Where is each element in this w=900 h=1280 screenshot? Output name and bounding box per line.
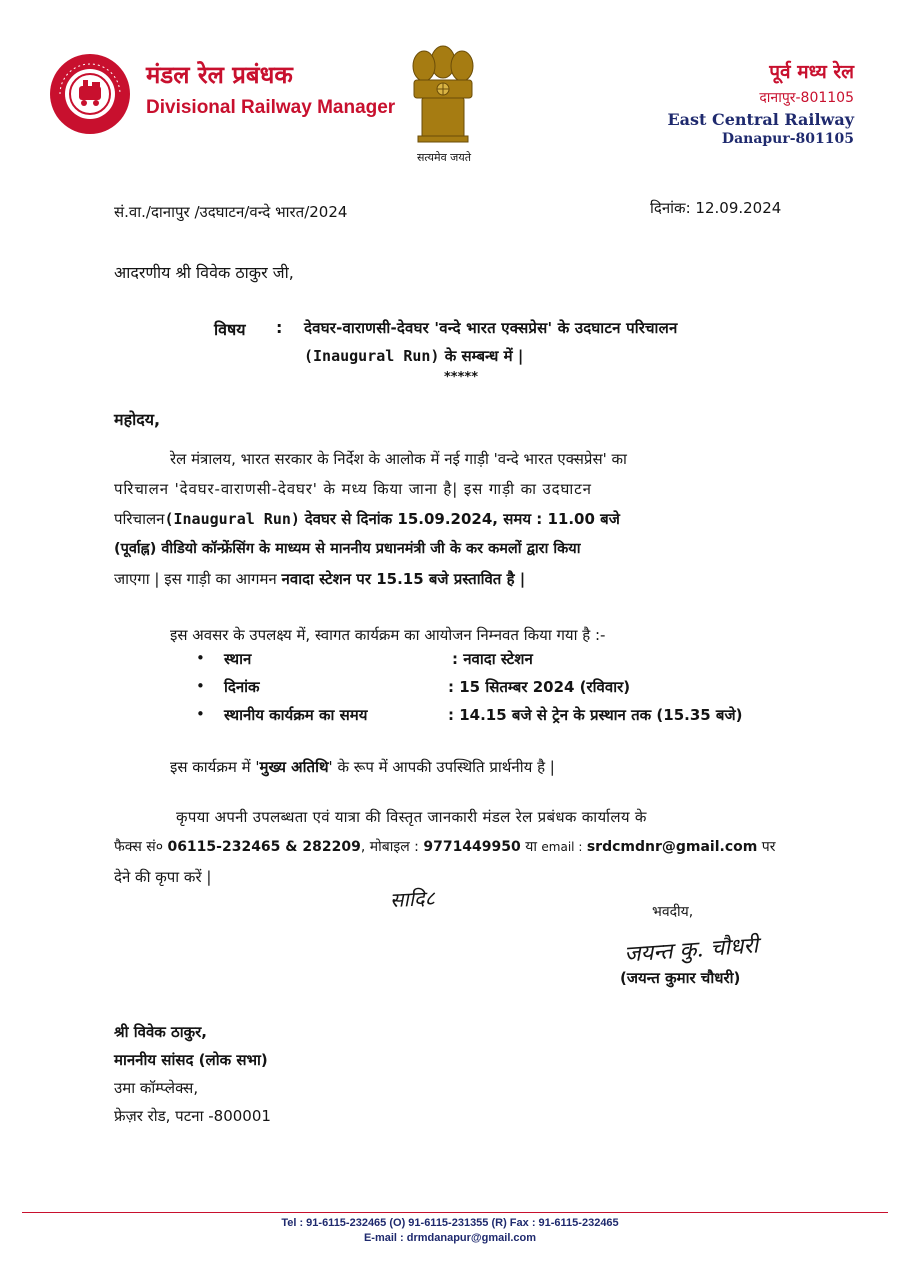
para1-line-4: (पूर्वाह्न) वीडियो कॉन्फ्रेंसिंग के माध्यम से माननीय प्रधानमंत्री जी के कर कमलों द्वारा किया [114, 541, 581, 557]
signature: जयन्त कु. चौधरी [623, 933, 759, 968]
date-value: 12.09.2024 [695, 199, 782, 217]
para4-line-1: कृपया अपनी उपलब्धता एवं यात्रा की विस्तृत जानकारी मंडल रेल प्रबंधक कार्यालय के [176, 808, 647, 826]
greeting: महोदय, [114, 410, 161, 429]
header-zone-english: East Central Railway [667, 110, 854, 129]
signatory-name: (जयन्त कुमार चौधरी) [620, 969, 741, 987]
mobile-number: 9771449950 [423, 839, 521, 855]
para1-line-3-end: देवघर से दिनांक 15.09.2024, समय : 11.00 बजे [304, 510, 620, 528]
detail-label: दिनांक [224, 678, 260, 696]
paragraph-3 [170, 757, 555, 777]
handwritten-note: सादि८ [389, 885, 436, 913]
addressee-line-2: फ्रेज़र रोड, पटना -800001 [114, 1107, 271, 1125]
subject-line-1: देवघर-वाराणसी-देवघर 'वन्दे भारत एक्सप्रेस' के उदघाटन परिचालन [304, 319, 678, 337]
addressee-name: श्री विवेक ठाकुर, [114, 1023, 207, 1041]
footer-phones: Tel : 91-6115-232465 (O) 91-6115-231355 (R) Fax : 91-6115-232465 [281, 1217, 619, 1229]
salutation: आदरणीय श्री विवेक ठाकुर जी, [114, 263, 294, 282]
detail-value: : नवादा स्टेशन [452, 650, 533, 668]
para3-end: ' के रूप में आपकी उपस्थिति प्रार्थनीय है | [328, 758, 555, 776]
subject-inaugural-run: (Inaugural Run) [304, 347, 440, 365]
para4-line-2 [114, 832, 814, 862]
details-list [196, 649, 796, 733]
subject-label: विषय [214, 320, 246, 339]
detail-value: : 14.15 बजे से ट्रेन के प्रस्थान तक (15.35 बजे) [448, 706, 743, 724]
indian-railways-logo-icon [48, 52, 132, 136]
letter-date [650, 198, 781, 218]
header-zone-hindi: पूर्व मध्य रेल [769, 61, 854, 83]
subject-line-2-hindi: के सम्बन्ध में | [444, 347, 524, 365]
para1-line-2: परिचालन 'देवघर-वाराणसी-देवघर' के मध्य किया जाना है| इस गाड़ी का उदघाटन [114, 480, 592, 498]
paragraph-1 [114, 444, 808, 594]
addressee [114, 1018, 271, 1130]
para1-line-5 [114, 564, 808, 594]
detail-label: स्थानीय कार्यक्रम का समय [224, 706, 368, 724]
header-place-hindi: दानापुर-801105 [759, 90, 854, 106]
par-text: पर [761, 839, 776, 855]
para1-line-1: रेल मंत्रालय, भारत सरकार के निर्देश के आलोक में नई गाड़ी 'वन्दे भारत एक्सप्रेस' का [170, 450, 627, 468]
detail-row: • स्थान : नवादा स्टेशन [196, 649, 533, 668]
closing: भवदीय, [652, 904, 694, 920]
detail-label: स्थान [224, 650, 252, 668]
fax-number: 06115-232465 & 282209 [167, 839, 361, 855]
subject-stars: ***** [444, 370, 478, 385]
emblem-motto: सत्यमेव जयते [416, 151, 471, 164]
detail-row: • स्थानीय कार्यक्रम का समय : 14.15 बजे से ट्रेन के प्रस्थान तक (15.35 बजे) [196, 705, 743, 724]
paragraph-4 [114, 802, 814, 892]
or-text: या [525, 839, 537, 855]
addressee-designation: माननीय सांसद (लोक सभा) [114, 1051, 268, 1069]
fax-label: फैक्स सं० [114, 839, 163, 855]
para1-inaugural-run: (Inaugural Run) [164, 510, 300, 528]
header-place-english: Danapur-801105 [721, 131, 854, 147]
para4-line-3: देने की कृपा करें | [114, 868, 212, 886]
para1-line-3 [114, 504, 808, 534]
addressee-line-1: उमा कॉम्प्लेक्स, [114, 1079, 199, 1097]
subject-colon: : [276, 318, 283, 337]
reference-number: सं.वा./दानापुर /उदघाटन/वन्दे भारत/2024 [114, 203, 348, 221]
para1-line-5-start: जाएगा | इस गाड़ी का आगमन [114, 570, 277, 588]
subject-line-2 [304, 346, 523, 366]
national-emblem-icon [402, 40, 484, 152]
email-label: email : [541, 840, 583, 854]
para3-start: इस कार्यक्रम में ' [170, 758, 260, 776]
email-address: srdcmdnr@gmail.com [586, 839, 758, 855]
para1-line-5-end: नवादा स्टेशन पर 15.15 बजे प्रस्तावित है | [281, 570, 526, 588]
footer-divider [22, 1212, 888, 1213]
header-title-english: Divisional Railway Manager [146, 97, 396, 118]
header-title-hindi: मंडल रेल प्रबंधक [146, 61, 293, 89]
footer-email: E-mail : drmdanapur@gmail.com [363, 1232, 537, 1244]
paragraph-2-intro: इस अवसर के उपलक्ष्य में, स्वागत कार्यक्रम का आयोजन निम्नवत किया गया है :- [170, 626, 606, 644]
detail-value: : 15 सितम्बर 2024 (रविवार) [448, 678, 631, 696]
chief-guest: मुख्य अतिथि [259, 758, 329, 776]
para1-line-3-start: परिचालन [114, 510, 165, 528]
mobile-label: , मोबाइल : [360, 839, 419, 855]
date-label: दिनांक: [650, 199, 691, 217]
detail-row: • दिनांक : 15 सितम्बर 2024 (रविवार) [196, 677, 631, 696]
